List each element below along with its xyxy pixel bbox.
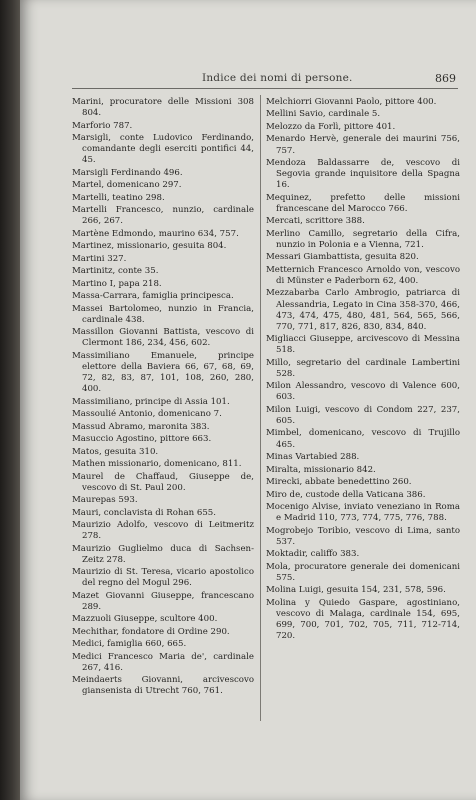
index-entry: Mathen missionario, domenicano, 811. xyxy=(72,459,242,470)
index-entry: Migliacci Giuseppe, arcivescovo di Messina 518. xyxy=(266,334,460,356)
index-entry: Massillon Giovanni Battista, vescovo di Clermont 186, 234, 456, 602. xyxy=(72,327,254,349)
index-entry: Merlino Camillo, segretario della Cifra, nunzio in Polonia e a Vienna, 721. xyxy=(266,228,460,250)
index-entry: Masuccio Agostino, pittore 663. xyxy=(72,434,212,445)
index-entry: Milon Alessandro, vescovo di Valence 600, 603. xyxy=(266,381,460,403)
column-divider xyxy=(260,95,261,721)
index-entry: Maurizio Guglielmo duca di Sachsen-Zeitz 278. xyxy=(72,543,254,565)
index-entry: Minas Vartabied 288. xyxy=(266,452,360,463)
page-number: 869 xyxy=(435,72,456,85)
index-entry: Mauri, conclavista di Rohan 655. xyxy=(72,507,216,518)
page-header xyxy=(72,70,458,89)
index-entry: Millo, segretario del cardinale Lambertini 528. xyxy=(266,357,460,379)
index-entry: Miro de, custode della Vaticana 386. xyxy=(266,489,426,500)
index-entry: Matos, gesuita 310. xyxy=(72,446,159,457)
index-entry: Miralta, missionario 842. xyxy=(266,464,376,475)
index-entry: Martène Edmondo, maurino 634, 757. xyxy=(72,228,239,239)
index-entry: Marsigli, conte Ludovico Ferdinando, comandante degli eserciti pontifici 44, 45. xyxy=(72,133,254,166)
index-entry: Massei Bartolomeo, nunzio in Francia, cardinale 438. xyxy=(72,303,254,325)
index-entry: Molina Luigi, gesuita 154, 231, 578, 596. xyxy=(266,585,446,596)
book-spine-shadow xyxy=(0,0,20,800)
index-entry: Mimbel, domenicano, vescovo di Trujillo 465. xyxy=(266,428,460,450)
index-entry: Mazet Giovanni Giuseppe, francescano 289. xyxy=(72,590,254,612)
index-entry: Mocenigo Alvise, inviato veneziano in Roma e Madrid 110, 773, 774, 775, 776, 788. xyxy=(266,502,460,524)
index-entry: Mola, procuratore generale dei domenicani 575. xyxy=(266,561,460,583)
index-entry: Martinez, missionario, gesuita 804. xyxy=(72,241,227,252)
index-entry: Mellini Savio, cardinale 5. xyxy=(266,109,381,120)
index-entry: Metternich Francesco Arnoldo von, vescovo di Münster e Paderborn 62, 400. xyxy=(266,264,460,286)
index-entry: Messari Giambattista, gesuita 820. xyxy=(266,252,419,263)
index-entry: Massimiliano, principe di Assia 101. xyxy=(72,396,230,407)
index-entry: Martini 327. xyxy=(72,253,127,264)
index-entry: Molina y Quiedo Gaspare, agostiniano, vescovo di Malaga, cardinale 154, 695, 699, 700, 701, 702, 705, 711, 712-714, 720. xyxy=(266,597,460,641)
index-entry: Medici, famiglia 660, 665. xyxy=(72,639,187,650)
index-entry: Martelli Francesco, nunzio, cardinale 266, 267. xyxy=(72,205,254,227)
index-entry: Massoulié Antonio, domenicano 7. xyxy=(72,409,222,420)
index-entry: Mechithar, fondatore di Ordine 290. xyxy=(72,626,230,637)
index-entry: Mogrobejo Toribio, vescovo di Lima, santo 537. xyxy=(266,525,460,547)
index-entry: Martel, domenicano 297. xyxy=(72,180,182,191)
index-column-right xyxy=(266,97,460,643)
index-entry: Martelli, teatino 298. xyxy=(72,192,165,203)
index-entry: Moktadir, califfo 383. xyxy=(266,549,360,560)
book-page xyxy=(20,0,476,800)
index-entry: Mirecki, abbate benedettino 260. xyxy=(266,477,412,488)
index-column-left xyxy=(72,97,254,699)
index-entry: Mazzuoli Giuseppe, scultore 400. xyxy=(72,614,218,625)
index-entry: Maurizio Adolfo, vescovo di Leitmeritz 278. xyxy=(72,520,254,542)
index-entry: Mequinez, prefetto delle missioni francescane del Marocco 766. xyxy=(266,192,460,214)
index-entry: Massa-Carrara, famiglia principesca. xyxy=(72,291,234,302)
running-title: Indice dei nomi di persone. xyxy=(202,72,353,84)
index-entry: Melchiorri Giovanni Paolo, pittore 400. xyxy=(266,97,437,107)
index-entry: Maurel de Chaffaud, Giuseppe de, vescovo di St. Paul 200. xyxy=(72,471,254,493)
index-entry: Massimiliano Emanuele, principe elettore della Baviera 66, 67, 68, 69, 72, 82, 83, 87, 101, 108, 260, 280, 400. xyxy=(72,350,254,395)
index-entry: Massud Abramo, maronita 383. xyxy=(72,421,210,432)
index-entry: Marini, procuratore delle Missioni 308 804. xyxy=(72,97,254,119)
index-entry: Marforio 787. xyxy=(72,120,133,131)
index-entry: Melozzo da Forlì, pittore 401. xyxy=(266,121,396,132)
index-entry: Menardo Hervè, generale dei maurini 756, 757. xyxy=(266,134,460,156)
index-entry: Mendoza Baldassarre de, vescovo di Segovia grande inquisitore della Spagna 16. xyxy=(266,158,460,191)
index-entry: Maurizio di St. Teresa, vicario apostolico del regno del Mogul 296. xyxy=(72,567,254,589)
index-entry: Marsigli Ferdinando 496. xyxy=(72,167,183,178)
index-entry: Maurepas 593. xyxy=(72,495,138,506)
index-entry: Meindaerts Giovanni, arcivescovo giansenista di Utrecht 760, 761. xyxy=(72,675,254,697)
index-entry: Mercati, scrittore 388. xyxy=(266,216,365,227)
index-entry: Medici Francesco Maria de', cardinale 267, 416. xyxy=(72,651,254,673)
index-entry: Milon Luigi, vescovo di Condom 227, 237, 605. xyxy=(266,404,460,426)
index-entry: Martinitz, conte 35. xyxy=(72,266,159,277)
index-entry: Martino I, papa 218. xyxy=(72,278,162,289)
index-entry: Mezzabarba Carlo Ambrogio, patriarca di Alessandria, Legato in Cina 358-370, 466, 473, 474, 475, 480, 481, 564, 565, 566, 770, 771, 817, 826, 830, 834, 840. xyxy=(266,288,460,332)
